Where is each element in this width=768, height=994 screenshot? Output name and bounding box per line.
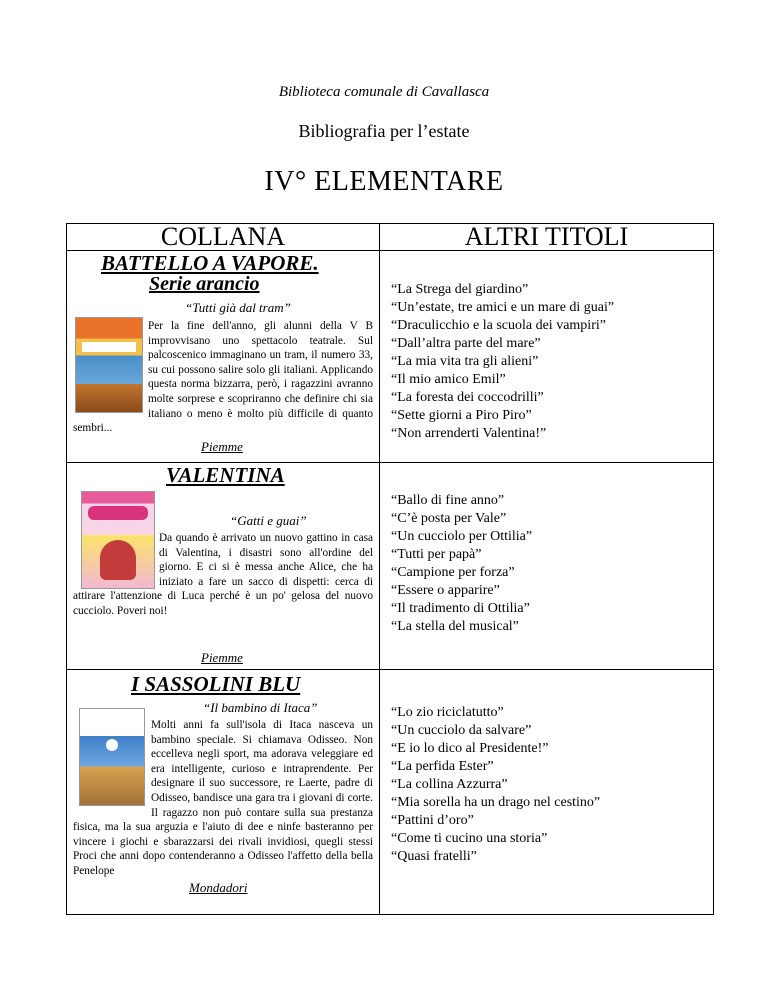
- other-title-item: “Il mio amico Emil”: [391, 372, 506, 387]
- grade-heading: IV° ELEMENTARE: [264, 166, 504, 197]
- book-title: “Tutti già dal tram”: [185, 300, 291, 315]
- other-title-item: “C’è posta per Vale”: [391, 511, 507, 526]
- book-title: “Gatti e guai”: [230, 513, 307, 528]
- other-title-item: “Un cucciolo da salvare”: [391, 723, 532, 738]
- other-title-item: “La Strega del giardino”: [391, 282, 529, 297]
- other-title-item: “Dall’altra parte del mare”: [391, 336, 541, 351]
- other-titles-list: [391, 704, 600, 866]
- column-header-collana: COLLANA: [67, 224, 380, 251]
- book-description-text: Da quando è arrivato un nuovo gattino in casa di Valentina, i disastri sono all'ordine del giorno. E ci si è messa anche Alice, che ha iniziato a fare un sacco di dispetti: cerca di attirare l'attenzione di Luca perché è un po' gelosa del nuovo cucciolo. Poveri noi!: [73, 532, 373, 617]
- library-name: Biblioteca comunale di Cavallasca: [278, 84, 490, 100]
- other-title-item: “Un cucciolo per Ottilia”: [391, 529, 533, 544]
- sub-series-name: Serie arancio: [149, 273, 260, 295]
- publisher-label: [189, 880, 248, 896]
- other-title-item: “La perfida Ester”: [391, 759, 494, 774]
- other-title-item: “Lo zio riciclatutto”: [391, 705, 504, 720]
- book-description-text: Molti anni fa sull'isola di Itaca nasceva un bambino speciale. Si chiamava Odisseo. Non eccelleva negli sport, ma adorava veleggiare ed era intelligente, curioso e intraprendente. Per designare il suo successore, re Laerte, padre di Odisseo, bandisce una gara tra i giovani di corte. Il ragazzo non può contare sulla sua prestanza fisica, ma la sua arguzia e l'aiuto di dee e ninfe basteranno per vincere i giochi e sbarazzarsi dei rivali invidiosi, quegli stessi Proci che anni dopo contenderanno a Odisseo l'affetto della bella Penelope: [73, 719, 373, 877]
- other-title-item: “Un’estate, tre amici e un mare di guai”: [391, 300, 615, 315]
- other-title-item: “Tutti per papà”: [391, 547, 482, 562]
- book-description: [73, 319, 373, 436]
- publisher-name: Piemme: [201, 439, 243, 454]
- other-title-item: “La stella del musical”: [391, 619, 519, 634]
- cover-float-spacer: [73, 531, 159, 589]
- other-title-item: “La foresta dei coccodrilli”: [391, 390, 544, 405]
- cover-title-logo: [88, 506, 148, 520]
- bibliography-title: Bibliografia per l’estate: [298, 121, 470, 141]
- collana-cell: [67, 670, 380, 915]
- other-title-item: “Draculicchio e la scuola dei vampiri”: [391, 318, 606, 333]
- other-title-item: “Campione per forza”: [391, 565, 515, 580]
- other-title-item: “Come ti cucino una storia”: [391, 831, 548, 846]
- section-row: [67, 251, 714, 463]
- book-description-text: Per la fine dell'anno, gli alunni della V B improvvisano uno spettacolo teatrale. Sul palcoscenico immaginano un tram, il numero 33, su cui possono salire solo gli italiani. Applicando questa norma bizzarra, però, i ragazzini avranno molte sorprese e scopriranno che definire chi sia italiano o meno è molto più difficile di quanto sembri...: [73, 320, 373, 435]
- book-description: [73, 718, 373, 879]
- other-title-item: “Sette giorni a Piro Piro”: [391, 408, 532, 423]
- series-name: I SASSOLINI BLU: [131, 672, 301, 696]
- section-row: [67, 670, 714, 915]
- cover-float-spacer: [73, 319, 148, 411]
- other-title-item: “Essere o apparire”: [391, 583, 500, 598]
- other-titles-list: [391, 492, 532, 636]
- collana-cell: [67, 463, 380, 670]
- other-title-item: “Non arrenderti Valentina!”: [391, 426, 547, 441]
- other-title-item: “Mia sorella ha un drago nel cestino”: [391, 795, 601, 810]
- series-name: BATTELLO A VAPORE.: [101, 251, 319, 275]
- other-title-item: “La mia vita tra gli alieni”: [391, 354, 539, 369]
- other-titles-cell: [380, 251, 714, 463]
- other-title-item: “Pattini d’oro”: [391, 813, 474, 828]
- publisher-label: [201, 439, 243, 455]
- other-titles-cell: [380, 463, 714, 670]
- collana-cell: [67, 251, 380, 463]
- publisher-label: [201, 650, 243, 666]
- other-title-item: “Il tradimento di Ottilia”: [391, 601, 530, 616]
- section-row: [67, 463, 714, 670]
- cover-float-spacer: [73, 718, 151, 806]
- other-title-item: “La collina Azzurra”: [391, 777, 508, 792]
- book-title: “Il bambino di Itaca”: [203, 700, 318, 715]
- column-header-altri-titoli: ALTRI TITOLI: [380, 224, 714, 251]
- other-titles-cell: [380, 670, 714, 915]
- other-title-item: “Quasi fratelli”: [391, 849, 477, 864]
- other-title-item: “E io lo dico al Presidente!”: [391, 741, 549, 756]
- publisher-name: Mondadori: [189, 880, 248, 895]
- bibliography-table: [66, 223, 714, 915]
- other-title-item: “Ballo di fine anno”: [391, 493, 505, 508]
- publisher-name: Piemme: [201, 650, 243, 665]
- other-titles-list: [391, 281, 614, 443]
- book-description: [73, 531, 373, 619]
- series-name: VALENTINA: [166, 463, 285, 487]
